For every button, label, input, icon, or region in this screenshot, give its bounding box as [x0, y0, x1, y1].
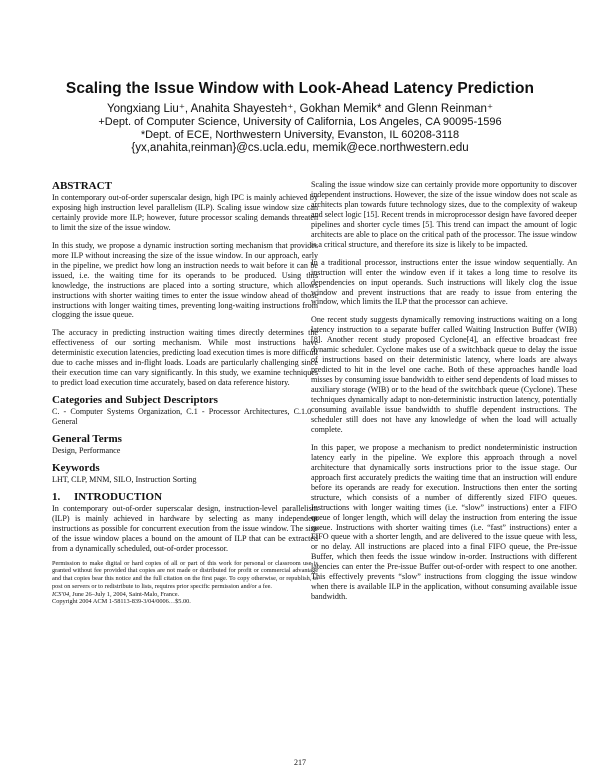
- copyright-line: Copyright 2004 ACM 1-58113-839-3/04/0006…$5.00.: [52, 598, 191, 606]
- right-paragraph-3: One recent study suggests dynamically removing instructions waiting on a long latency instruction to a separate buffer called Waiting Instruction Buffer (WIB) [8]. Another recent study proposed Cyclone[4], an effective broadcast free dynamic scheduler. Cyclone makes use of a switchback queue to delay the issue of instructions based on their deterministic latency, where loads are always predicted to hit in the level one cache. Both of these approaches handle load misses by consuming issue bandwidth to either send dependents of load misses to auxiliary storage (WIB) or to the head of the switchback queue (Cyclone). These techniques dynamically adapt to non-deterministic instruction latency, potentially consuming available issue bandwidth to shuffle dependent instructions. The scheduler still does not have any knowledge of when the load will actually complete.: [311, 315, 577, 434]
- right-paragraph-1: Scaling the issue window size can certainly provide more opportunity to discover independent instructions. However, the size of the issue window does not scale as architects plan towards future technology sizes, due to the complexity of wakeup and select logic [15]. Recent trends in microprocessor design have favored deeper pipelines and shorter cycle times [5]. This trend can impact the amount of logic architects are able to place on the critical path of the processor. The issue window is a critical structure, and therefore its size is likely to be impacted.: [311, 180, 577, 249]
- author-names: Yongxiang Liu⁺, Anahita Shayesteh⁺, Gokhan Memik* and Glenn Reinman⁺: [106, 103, 494, 115]
- keywords-heading: Keywords: [52, 462, 100, 475]
- abstract-paragraph-1: In contemporary out-of-order superscalar design, high IPC is mainly achieved by exposing high instruction level parallelism (ILP). Scaling issue window size can certainly provide more ILP; however, future processor scaling demands threaten to limit the size of the issue window.: [52, 193, 318, 232]
- conference-line: [52, 591, 318, 599]
- conference-details: June 26–July 1, 2004, Saint-Malo, France.: [70, 590, 180, 598]
- abstract-heading: ABSTRACT: [52, 180, 112, 192]
- categories-heading: Categories and Subject Descriptors: [52, 394, 218, 407]
- right-column: [311, 180, 577, 610]
- general-terms-text: Design, Performance: [52, 446, 121, 456]
- keywords-text: LHT, CLP, MNM, SILO, Instruction Sorting: [52, 475, 197, 485]
- introduction-heading: 1. INTRODUCTION: [52, 490, 163, 503]
- right-paragraph-4: In this paper, we propose a mechanism to predict nondeterministic instruction latency early in the pipeline. We explore this approach through a novel architecture that dynamically sorts instructions prior to the issue stage. Our approach first accurately predicts the waiting time that an instruction will endure before its operands are ready for execution. Instructions then enter the sorting structure, which consists of a number of differently sized FIFO queues. Instructions with longer waiting times (i.e. “slow” instructions) enter a FIFO queue of longer length, which will delay the instruction from entering the issue queue. Instructions with shorter waiting times (i.e. “fast” instructions) enter a FIFO queue with a shorter length, and are delivered to the issue queue with less, or no delay. All instructions are placed into a final FIFO queue, the Pre-issue Buffer, which then feeds the issue window in-order. Instructions with different latencies can enter the Pre-issue Buffer out-of-order with respect to one another. This effectively prevents “slow” instructions from clogging the issue window when there is available ILP in the application, without consuming available issue bandwidth.: [311, 442, 577, 602]
- introduction-paragraph-1: In contemporary out-of-order superscalar design, instruction-level parallelism (ILP) is mainly achieved in hardware by selecting as many independent instructions as possible for concurrent execution from the issue window. The size of the issue window places a bound on the amount of ILP that can be extracted from a dynamically scheduled, out-of-order processor.: [52, 503, 318, 553]
- abstract-paragraph-3: The accuracy in predicting instruction waiting times directly determines the effectiveness of our sorting mechanism. While most instructions have deterministic execution latencies, predicting load execution times is more difficult due to cache misses and in-flight loads. Loads are particularly challenging since their execution time can vary significantly. In this study, we examine techniques to predict load execution time accurately, based on data reference history.: [52, 328, 318, 388]
- permission-text: Permission to make digital or hard copies of all or part of this work for personal or classroom use is granted without fee provided that copies are not made or distributed for profit or commercial advantage and that copies bear this notice and the full citation on the first page. To copy otherwise, or republish, to post on servers or to redistribute to lists, requires prior specific permission and/or a fee.: [52, 559, 318, 590]
- categories-text: C. - Computer Systems Organization, C.1 - Processor Architectures, C.1.0 -General: [52, 407, 318, 427]
- affiliation-northwestern: *Dept. of ECE, Northwestern University, Evanston, IL 60208-3118: [140, 129, 460, 141]
- permission-notice: [52, 560, 318, 606]
- paper-title: Scaling the Issue Window with Look-Ahead Latency Prediction: [65, 80, 535, 97]
- left-column: [52, 180, 318, 606]
- author-block: [20, 103, 580, 155]
- abstract-paragraph-2: In this study, we propose a dynamic instruction sorting mechanism that provides more ILP without increasing the size of the issue window. In our approach, early in the pipeline, we predict how long an instruction needs to wait before it can be issued, i.e. the waiting time for its operands to be produced. Using this knowledge, the instructions are placed into a sorting structure, which allows instructions with shorter waiting times to enter the issue window ahead of those instructions with longer waiting times, preventing long-waiting instructions from clogging the issue queue.: [52, 240, 318, 320]
- page-number: 217: [294, 758, 306, 767]
- right-paragraph-2: In a traditional processor, instructions enter the issue window sequentially. An instruction will enter the window even if it takes a long time to resolve its dependencies on input operands. Such instructions will likely clog the issue window and prevent instructions that are ready to issue from entering the window, which limits the ILP that the processor can achieve.: [311, 257, 577, 307]
- general-terms-heading: General Terms: [52, 433, 122, 446]
- affiliation-ucla: +Dept. of Computer Science, University of California, Los Angeles, CA 90095-1596: [98, 116, 502, 128]
- author-emails: {yx,anahita,reinman}@cs.ucla.edu, memik@ece.northwestern.edu: [131, 142, 469, 154]
- conference-name: ICS'04,: [52, 590, 71, 598]
